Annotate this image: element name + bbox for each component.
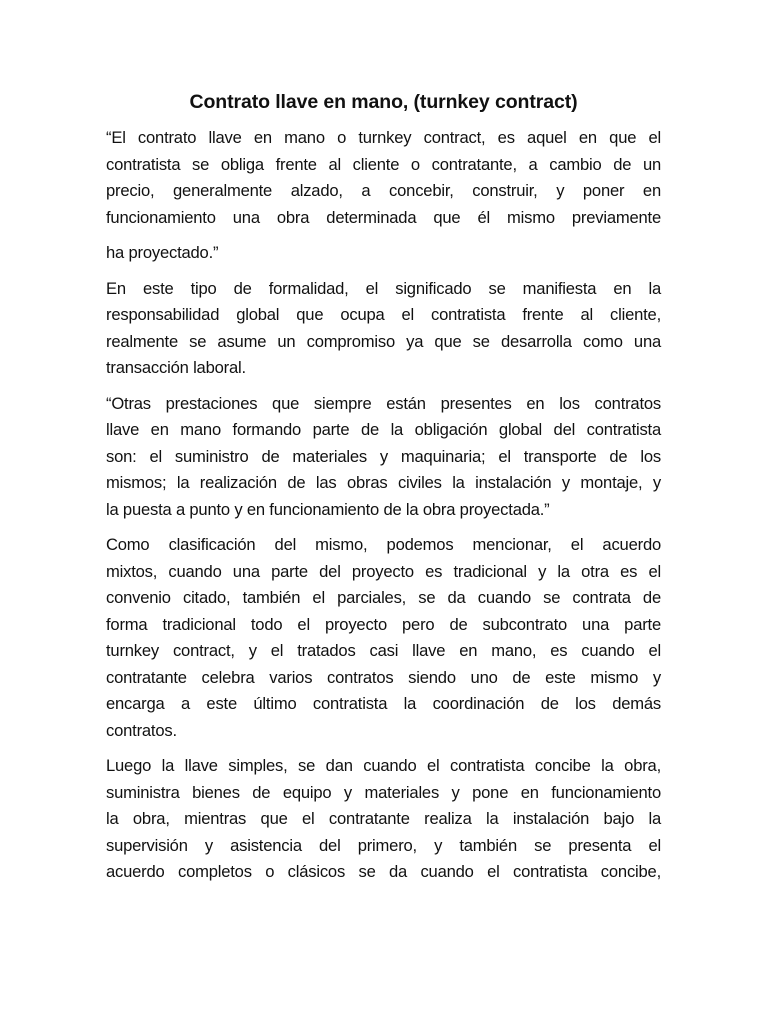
document-page [106, 88, 661, 895]
paragraph-line: la puesta a punto y en funcionamiento de la obra proyectada.” [106, 499, 550, 519]
document-body [106, 125, 661, 886]
paragraph [106, 753, 661, 886]
paragraph-line: suministra bienes de equipo y materiales y pone en funcionamiento [106, 782, 661, 802]
paragraph-line: transacción laboral. [106, 358, 246, 377]
paragraph [106, 391, 661, 524]
paragraph-line: turnkey contract, y el tratados casi llave en mano, es cuando el [106, 641, 661, 660]
paragraph-line: ha proyectado.” [106, 243, 219, 262]
document-title: Contrato llave en mano, (turnkey contract) [189, 91, 578, 113]
paragraph-line: En este tipo de formalidad, el significado se manifiesta en la [106, 278, 661, 298]
paragraph [106, 125, 661, 231]
paragraph-line: Como clasificación del mismo, podemos mencionar, el acuerdo [106, 535, 661, 554]
paragraph-line: contratos. [106, 720, 177, 740]
paragraph-line: contratista se obliga frente al cliente o contratante, a cambio de un [106, 154, 661, 174]
paragraph-line: mixtos, cuando una parte del proyecto es tradicional y la otra es el [106, 561, 661, 581]
paragraph-line: precio, generalmente alzado, a concebir, construir, y poner en [106, 181, 661, 200]
paragraph-line: convenio citado, también el parciales, se da cuando se contrata de [106, 588, 661, 607]
paragraph-line: la obra, mientras que el contratante realiza la instalación bajo la [106, 809, 661, 828]
paragraph-line: funcionamiento una obra determinada que él mismo previamente [106, 207, 661, 227]
paragraph-line: responsabilidad global que ocupa el contratista frente al cliente, [106, 305, 661, 324]
paragraph-line: “El contrato llave en mano o turnkey contract, es aquel en que el [106, 128, 661, 147]
paragraph-line: encarga a este último contratista la coordinación de los demás [106, 694, 661, 713]
paragraph [106, 532, 661, 744]
paragraph-line: mismos; la realización de las obras civiles la instalación y montaje, y [106, 473, 661, 492]
paragraph-line: supervisión y asistencia del primero, y también se presenta el [106, 835, 661, 855]
paragraph-line: son: el suministro de materiales y maquinaria; el transporte de los [106, 446, 661, 466]
paragraph-line: “Otras prestaciones que siempre están presentes en los contratos [106, 393, 661, 413]
paragraph-line: forma tradicional todo el proyecto pero de subcontrato una parte [106, 614, 661, 634]
paragraph-line: acuerdo completos o clásicos se da cuando el contratista concibe, [106, 862, 661, 881]
paragraph [106, 240, 661, 267]
paragraph-line: Luego la llave simples, se dan cuando el contratista concibe la obra, [106, 756, 661, 775]
paragraph-line: realmente se asume un compromiso ya que se desarrolla como una [106, 331, 661, 351]
paragraph-line: llave en mano formando parte de la obligación global del contratista [106, 420, 661, 439]
paragraph-line: contratante celebra varios contratos siendo uno de este mismo y [106, 667, 661, 687]
paragraph [106, 276, 661, 382]
